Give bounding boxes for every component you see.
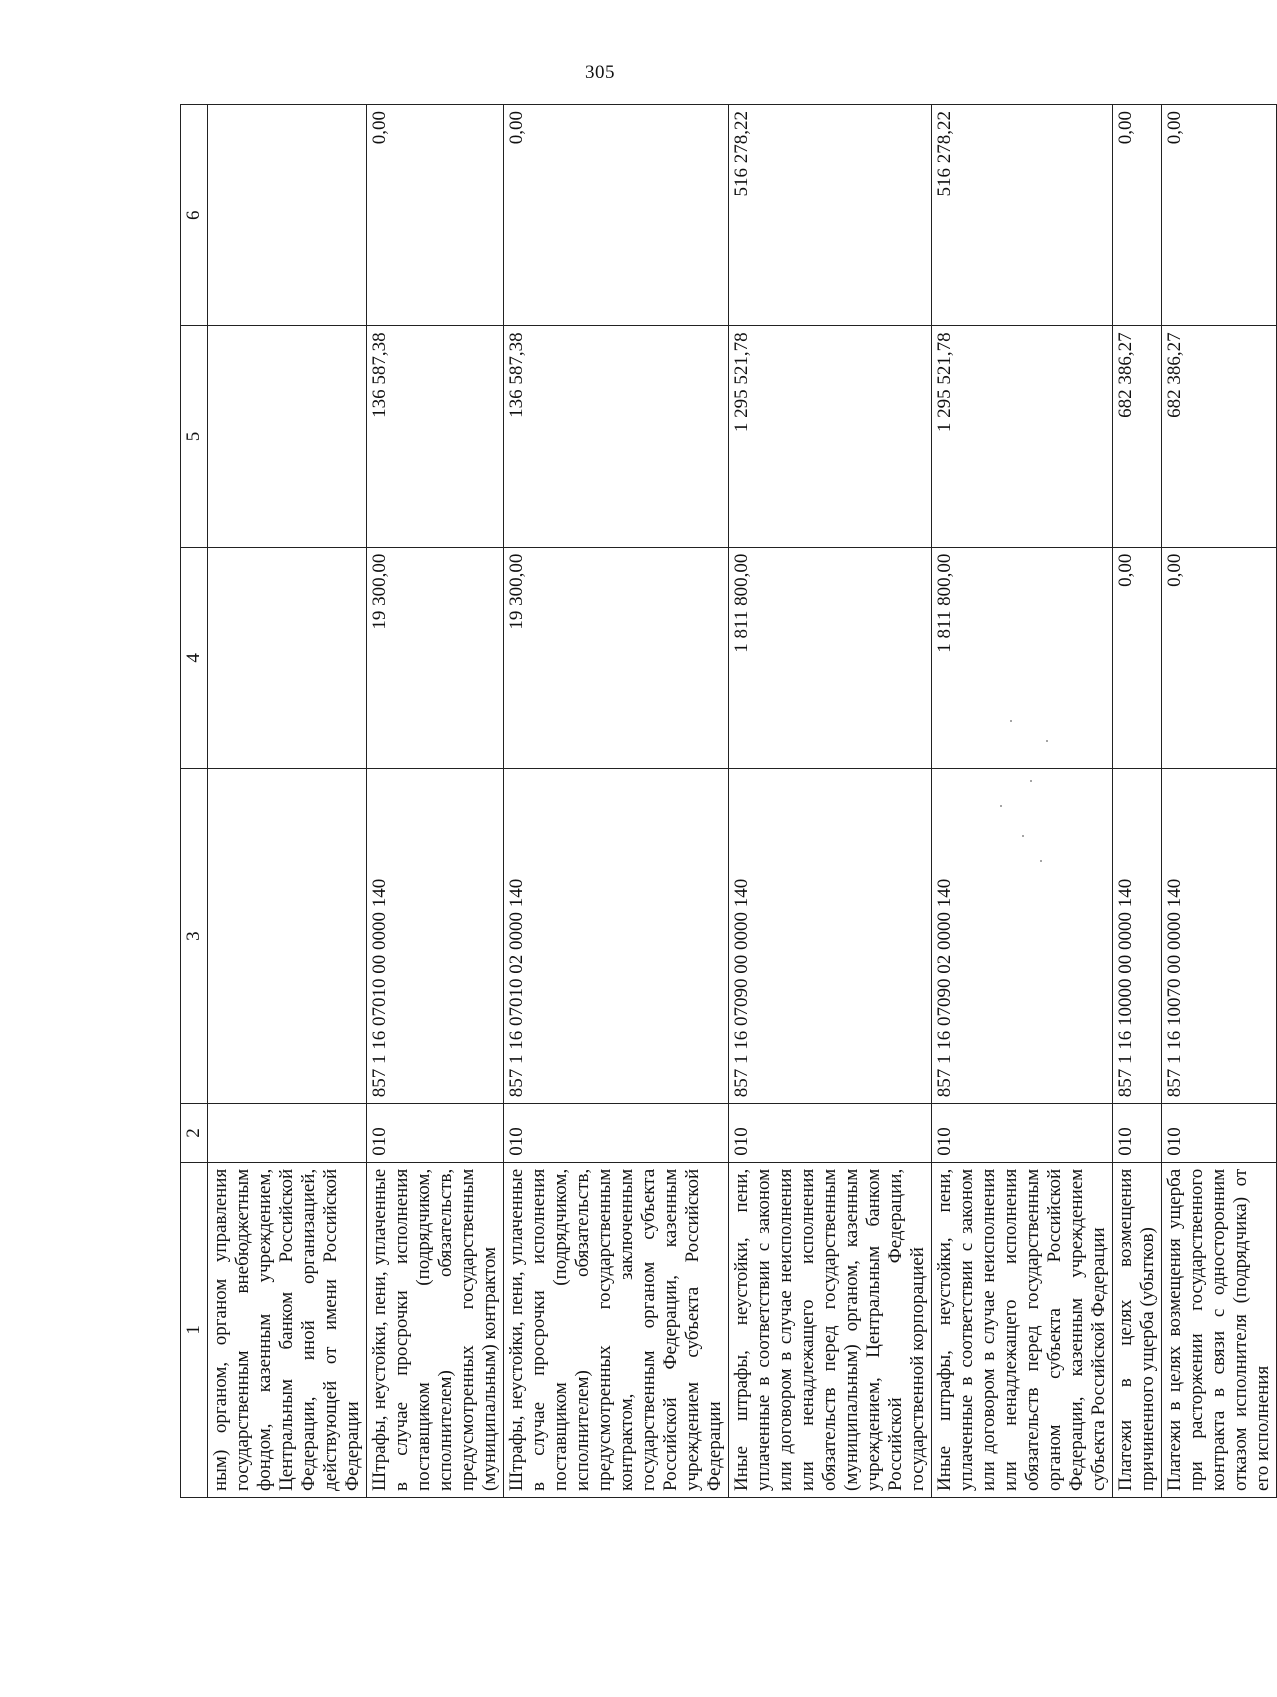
header-col-3: 3	[181, 768, 208, 1103]
scan-speck	[1000, 805, 1002, 807]
row-value-5: 1 295 521,78	[932, 326, 1113, 547]
revenue-table	[180, 104, 1277, 1498]
table-header-row	[181, 105, 208, 1498]
row-code-a: 010	[367, 1104, 504, 1163]
row-code-a: 010	[932, 1104, 1113, 1163]
row-value-6: 0,00	[367, 105, 504, 326]
row-code-a: 010	[1162, 1104, 1277, 1163]
header-col-1: 1	[181, 1162, 208, 1497]
row-code-b: 857 1 16 07010 02 0000 140	[504, 768, 729, 1103]
rotated-table-sheet	[180, 104, 1273, 1498]
table-row	[729, 105, 932, 1498]
row-code-a: 010	[729, 1104, 932, 1163]
row-value-6: 516 278,22	[729, 105, 932, 326]
row-value-5	[208, 326, 367, 547]
scan-speck	[1030, 780, 1032, 782]
row-value-4: 0,00	[1113, 547, 1162, 768]
row-value-5: 682 386,27	[1113, 326, 1162, 547]
row-value-4: 19 300,00	[367, 547, 504, 768]
row-value-4: 1 811 800,00	[729, 547, 932, 768]
row-code-a: 010	[1113, 1104, 1162, 1163]
row-value-6	[208, 105, 367, 326]
row-name: Иные штрафы, неустойки, пени, уплаченные в соответствии с законом или договором в случае неисполнения или ненадлежащего исполнения обязательств перед государственным органом субъекта Российской Федерации, казенным учреждением субъекта Российской Федерации	[932, 1162, 1113, 1497]
row-value-5: 1 295 521,78	[729, 326, 932, 547]
table-row	[367, 105, 504, 1498]
row-value-5: 136 587,38	[367, 326, 504, 547]
row-name: Платежи в целях возмещения причиненного ущерба (убытков)	[1113, 1162, 1162, 1497]
row-name: Иные штрафы, неустойки, пени, уплаченные в соответствии с законом или договором в случае неисполнения или ненадлежащего исполнения обязательств перед государственным (муниципальным) органом, казенным учреждением, Центральным банком Российской Федерации, государственной корпорацией	[729, 1162, 932, 1497]
row-code-b: 857 1 16 10070 00 0000 140	[1162, 768, 1277, 1103]
row-value-6: 0,00	[504, 105, 729, 326]
header-col-4: 4	[181, 547, 208, 768]
row-name: ным) органом, органом управления государственным внебюджетным фондом, казенным учреждением, Центральным банком Российской Федерации, иной организацией, действующей от имени Российской Федерации	[208, 1162, 367, 1497]
header-col-2: 2	[181, 1104, 208, 1163]
row-value-4: 19 300,00	[504, 547, 729, 768]
header-col-6: 6	[181, 105, 208, 326]
row-name: Платежи в целях возмещения ущерба при расторжении государственного контракта в связи с односторонним отказом исполнителя (подрядчика) от его исполнения	[1162, 1162, 1277, 1497]
scan-speck	[1040, 860, 1042, 862]
row-value-5: 682 386,27	[1162, 326, 1277, 547]
row-code-b: 857 1 16 07090 00 0000 140	[729, 768, 932, 1103]
page-number: 305	[585, 62, 615, 83]
scan-speck	[1022, 835, 1024, 837]
row-value-5: 136 587,38	[504, 326, 729, 547]
table-row	[1162, 105, 1277, 1498]
row-value-6: 0,00	[1162, 105, 1277, 326]
row-code-b: 857 1 16 07090 02 0000 140	[932, 768, 1113, 1103]
table-row	[504, 105, 729, 1498]
row-value-6: 0,00	[1113, 105, 1162, 326]
table-row	[1113, 105, 1162, 1498]
table-row	[208, 105, 367, 1498]
row-code-b	[208, 768, 367, 1103]
row-name: Штрафы, неустойки, пени, уплаченные в случае просрочки исполнения поставщиком (подрядчиком, исполнителем) обязательств, предусмотренных государственным контрактом, заключенным государственным органом субъекта Российской Федерации, казенным учреждением субъекта Российской Федерации	[504, 1162, 729, 1497]
row-code-b: 857 1 16 10000 00 0000 140	[1113, 768, 1162, 1103]
row-value-6: 516 278,22	[932, 105, 1113, 326]
scan-speck	[1046, 740, 1048, 742]
table-row	[932, 105, 1113, 1498]
row-value-4: 1 811 800,00	[932, 547, 1113, 768]
row-code-b: 857 1 16 07010 00 0000 140	[367, 768, 504, 1103]
row-code-a	[208, 1104, 367, 1163]
row-name: Штрафы, неустойки, пени, уплаченные в случае просрочки исполнения поставщиком (подрядчиком, исполнителем) обязательств, предусмотренных государственным (муниципальным) контрактом	[367, 1162, 504, 1497]
row-value-4	[208, 547, 367, 768]
row-value-4: 0,00	[1162, 547, 1277, 768]
scan-speck	[1010, 720, 1012, 722]
row-code-a: 010	[504, 1104, 729, 1163]
header-col-5: 5	[181, 326, 208, 547]
